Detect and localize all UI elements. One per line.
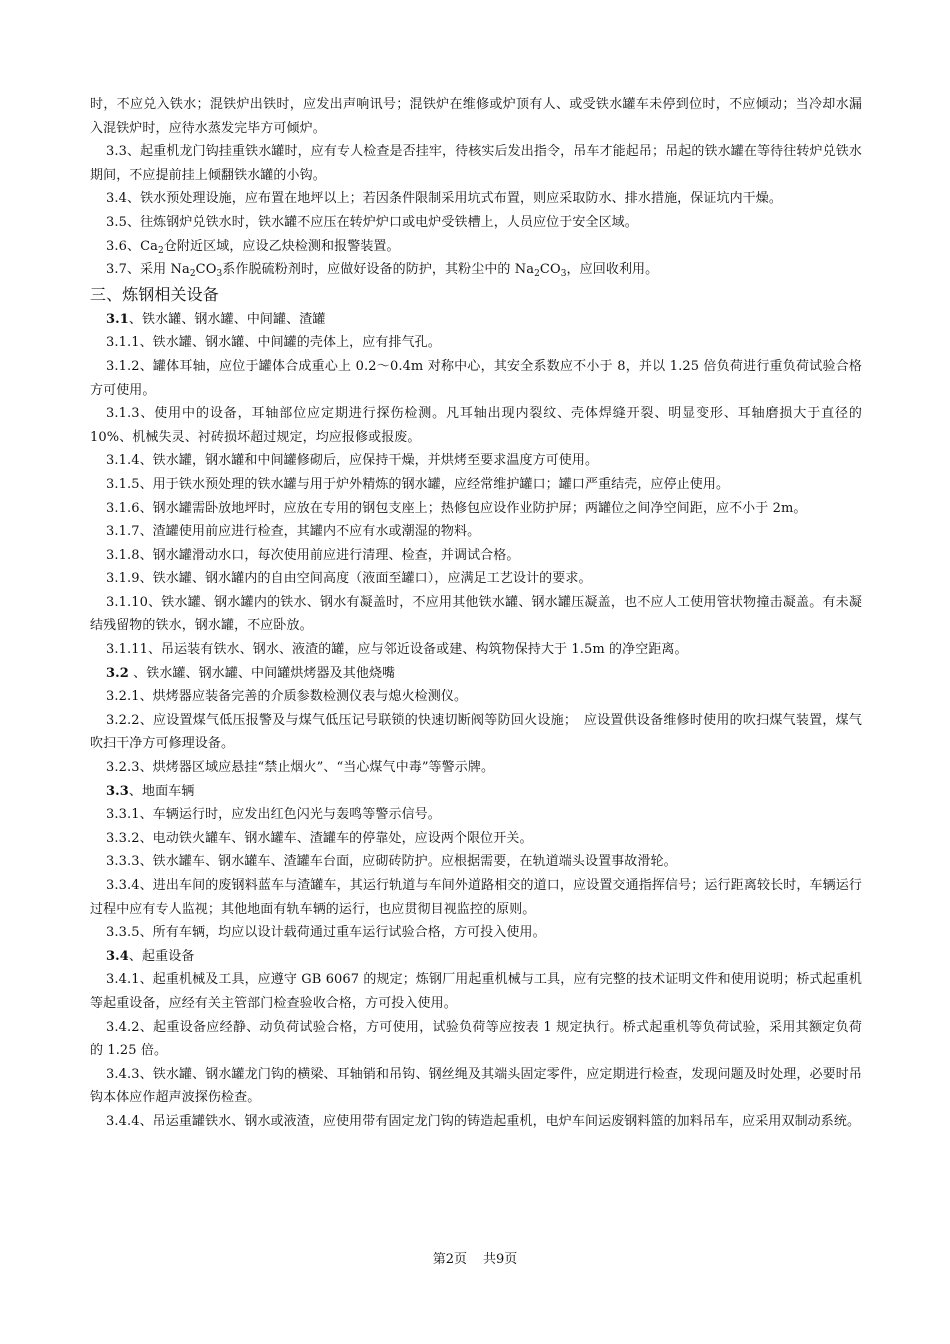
paragraph: 3.1.10、铁水罐、钢水罐内的铁水、钢水有凝盖时，不应用其他铁水罐、钢水罐压凝盖，也不应人工使用管状物撞击凝盖。有未凝结残留物的铁水，钢水罐，不应卧放。 <box>90 594 862 634</box>
paragraph: 3.4.3、铁水罐、钢水罐龙门钩的横梁、耳轴销和吊钩、钢丝绳及其端头固定零件，应定期进行检查，发现问题及时处理，必要时吊钩本体应作超声波探伤检查。 <box>90 1066 862 1106</box>
document-body <box>90 93 862 1134</box>
paragraph: 3.1.7、渣罐使用前应进行检查，其罐内不应有水或潮湿的物料。 <box>106 524 481 540</box>
paragraph: 3.3.3、铁水罐车、钢水罐车、渣罐车台面，应砌砖防护。应根据需要，在轨道端头设置事故滑轮。 <box>106 854 677 870</box>
paragraph: 3.1.6、钢水罐需卧放地坪时，应放在专用的钢包支座上；热修包应设作业防护屏；两罐位之间净空间距，应不小于 2m。 <box>106 500 807 516</box>
page-total: 共9页 <box>483 1252 518 1267</box>
paragraph: 3.4、铁水预处理设施，应布置在地坪以上；若因条件限制采用坑式布置，则应采取防水、排水措施，保证坑内干燥。 <box>106 191 782 207</box>
paragraph: 3.1.2、罐体耳轴，应位于罐体合成重心上 0.2～0.4m 对称中心，其安全系数应不小于 8，并以 1.25 倍负荷进行重负荷试验合格方可使用。 <box>90 358 862 398</box>
subsection-heading: 3.4、起重设备 <box>106 948 195 964</box>
paragraph: 3.4.1、起重机械及工具，应遵守 GB 6067 的规定；炼钢厂用起重机械与工具，应有完整的技术证明文件和使用说明；桥式起重机等起重设备，应经有关主管部门检查验收合格，方可投入使用。 <box>90 972 862 1011</box>
paragraph: 3.4.2、起重设备应经静、动负荷试验合格，方可使用，试验负荷等应按表 1 规定执行。桥式起重机等负荷试验，采用其额定负荷的 1.25 倍。 <box>90 1019 862 1059</box>
subsection-heading: 3.1、铁水罐、钢水罐、中间罐、渣罐 <box>106 311 326 327</box>
paragraph: 3.1.4、铁水罐，钢水罐和中间罐修砌后，应保持干燥，并烘烤至要求温度方可使用。 <box>106 453 599 469</box>
paragraph: 3.1.5、用于铁水预处理的铁水罐与用于炉外精炼的钢水罐，应经常维护罐口；罐口严重结壳，应停止使用。 <box>106 476 730 492</box>
paragraph: 3.1.11、吊运装有铁水、钢水、液渣的罐，应与邻近设备或建、构筑物保持大于 1.5m 的净空距离。 <box>106 642 688 658</box>
paragraph: 3.2.3、烘烤器区域应悬挂“禁止烟火”、“当心煤气中毒”等警示牌。 <box>106 760 495 776</box>
page-number: 第2页 <box>432 1252 467 1267</box>
subsection-heading: 3.2 、铁水罐、钢水罐、中间罐烘烤器及其他烧嘴 <box>106 665 396 681</box>
section-heading: 三、炼钢相关设备 <box>90 284 219 304</box>
paragraph: 3.3、起重机龙门钩挂重铁水罐时，应有专人检查是否挂牢，待核实后发出指令，吊车才能起吊；吊起的铁水罐在等待往转炉兑铁水期间，不应提前挂上倾翻铁水罐的小钩。 <box>90 144 862 183</box>
paragraph: 3.2.1、烘烤器应装备完善的介质参数检测仪表与熄火检测仪。 <box>106 689 468 705</box>
paragraph: 3.2.2、应设置煤气低压报警及与煤气低压记号联锁的快速切断阀等防回火设施； 应设置供设备维修时使用的吹扫煤气装置，煤气吹扫干净方可修理设备。 <box>90 712 862 752</box>
paragraph: 3.1.8、钢水罐滑动水口，每次使用前应进行清理、检查，并调试合格。 <box>106 547 520 563</box>
paragraph: 3.1.3、使用中的设备，耳轴部位应定期进行探伤检测。凡耳轴出现内裂纹、壳体焊缝开裂、明显变形、耳轴磨损大于直径的 10%、机械失灵、衬砖损坏超过规定，均应报修或报废。 <box>90 406 862 445</box>
paragraph: 3.5、往炼钢炉兑铁水时，铁水罐不应压在转炉炉口或电炉受铁槽上，人员应位于安全区域。 <box>106 214 638 230</box>
paragraph: 3.3.4、进出车间的废钢料蓝车与渣罐车，其运行轨道与车间外道路相交的道口，应设置交通指挥信号；运行距离较长时，车辆运行过程中应有专人监视；其他地面有轨车辆的运行，也应贯彻目视监控的原则。 <box>90 878 862 917</box>
paragraph: 3.6、$Ca_2$仓附近区域，应设乙炔检测和报警装置。 <box>106 238 400 256</box>
paragraph: 3.3.2、电动铁火罐车、钢水罐车、渣罐车的停靠处，应设两个限位开关。 <box>106 830 533 846</box>
paragraph: 3.1.9、铁水罐、钢水罐内的自由空间高度（液面至罐口），应满足工艺设计的要求。 <box>106 571 592 587</box>
paragraph: 时，不应兑入铁水；混铁炉出铁时，应发出声响讯号；混铁炉在维修或炉顶有人、或受铁水罐车未停到位时，不应倾动；当冷却水漏入混铁炉时，应待水蒸发完毕方可倾炉。 <box>90 97 862 136</box>
paragraph: 3.3.5、所有车辆，均应以设计载荷通过重车运行试验合格，方可投入使用。 <box>106 925 546 941</box>
paragraph: 3.7、采用 $Na_2CO_3$系作脱硫粉剂时，应做好设备的防护，其粉尘中的 $Na_2CO_3$，应回收利用。 <box>106 262 659 280</box>
page-footer <box>0 1248 950 1267</box>
paragraph: 3.4.4、吊运重罐铁水、钢水或液渣，应使用带有固定龙门钩的铸造起重机，电炉车间运废钢料篮的加料吊车，应采用双制动系统。 <box>106 1113 861 1129</box>
paragraph: 3.1.1、铁水罐、钢水罐、中间罐的壳体上，应有排气孔。 <box>106 335 441 351</box>
paragraph: 3.3.1、车辆运行时，应发出红色闪光与轰鸣等警示信号。 <box>106 807 441 823</box>
subsection-heading: 3.3、地面车辆 <box>106 783 195 799</box>
